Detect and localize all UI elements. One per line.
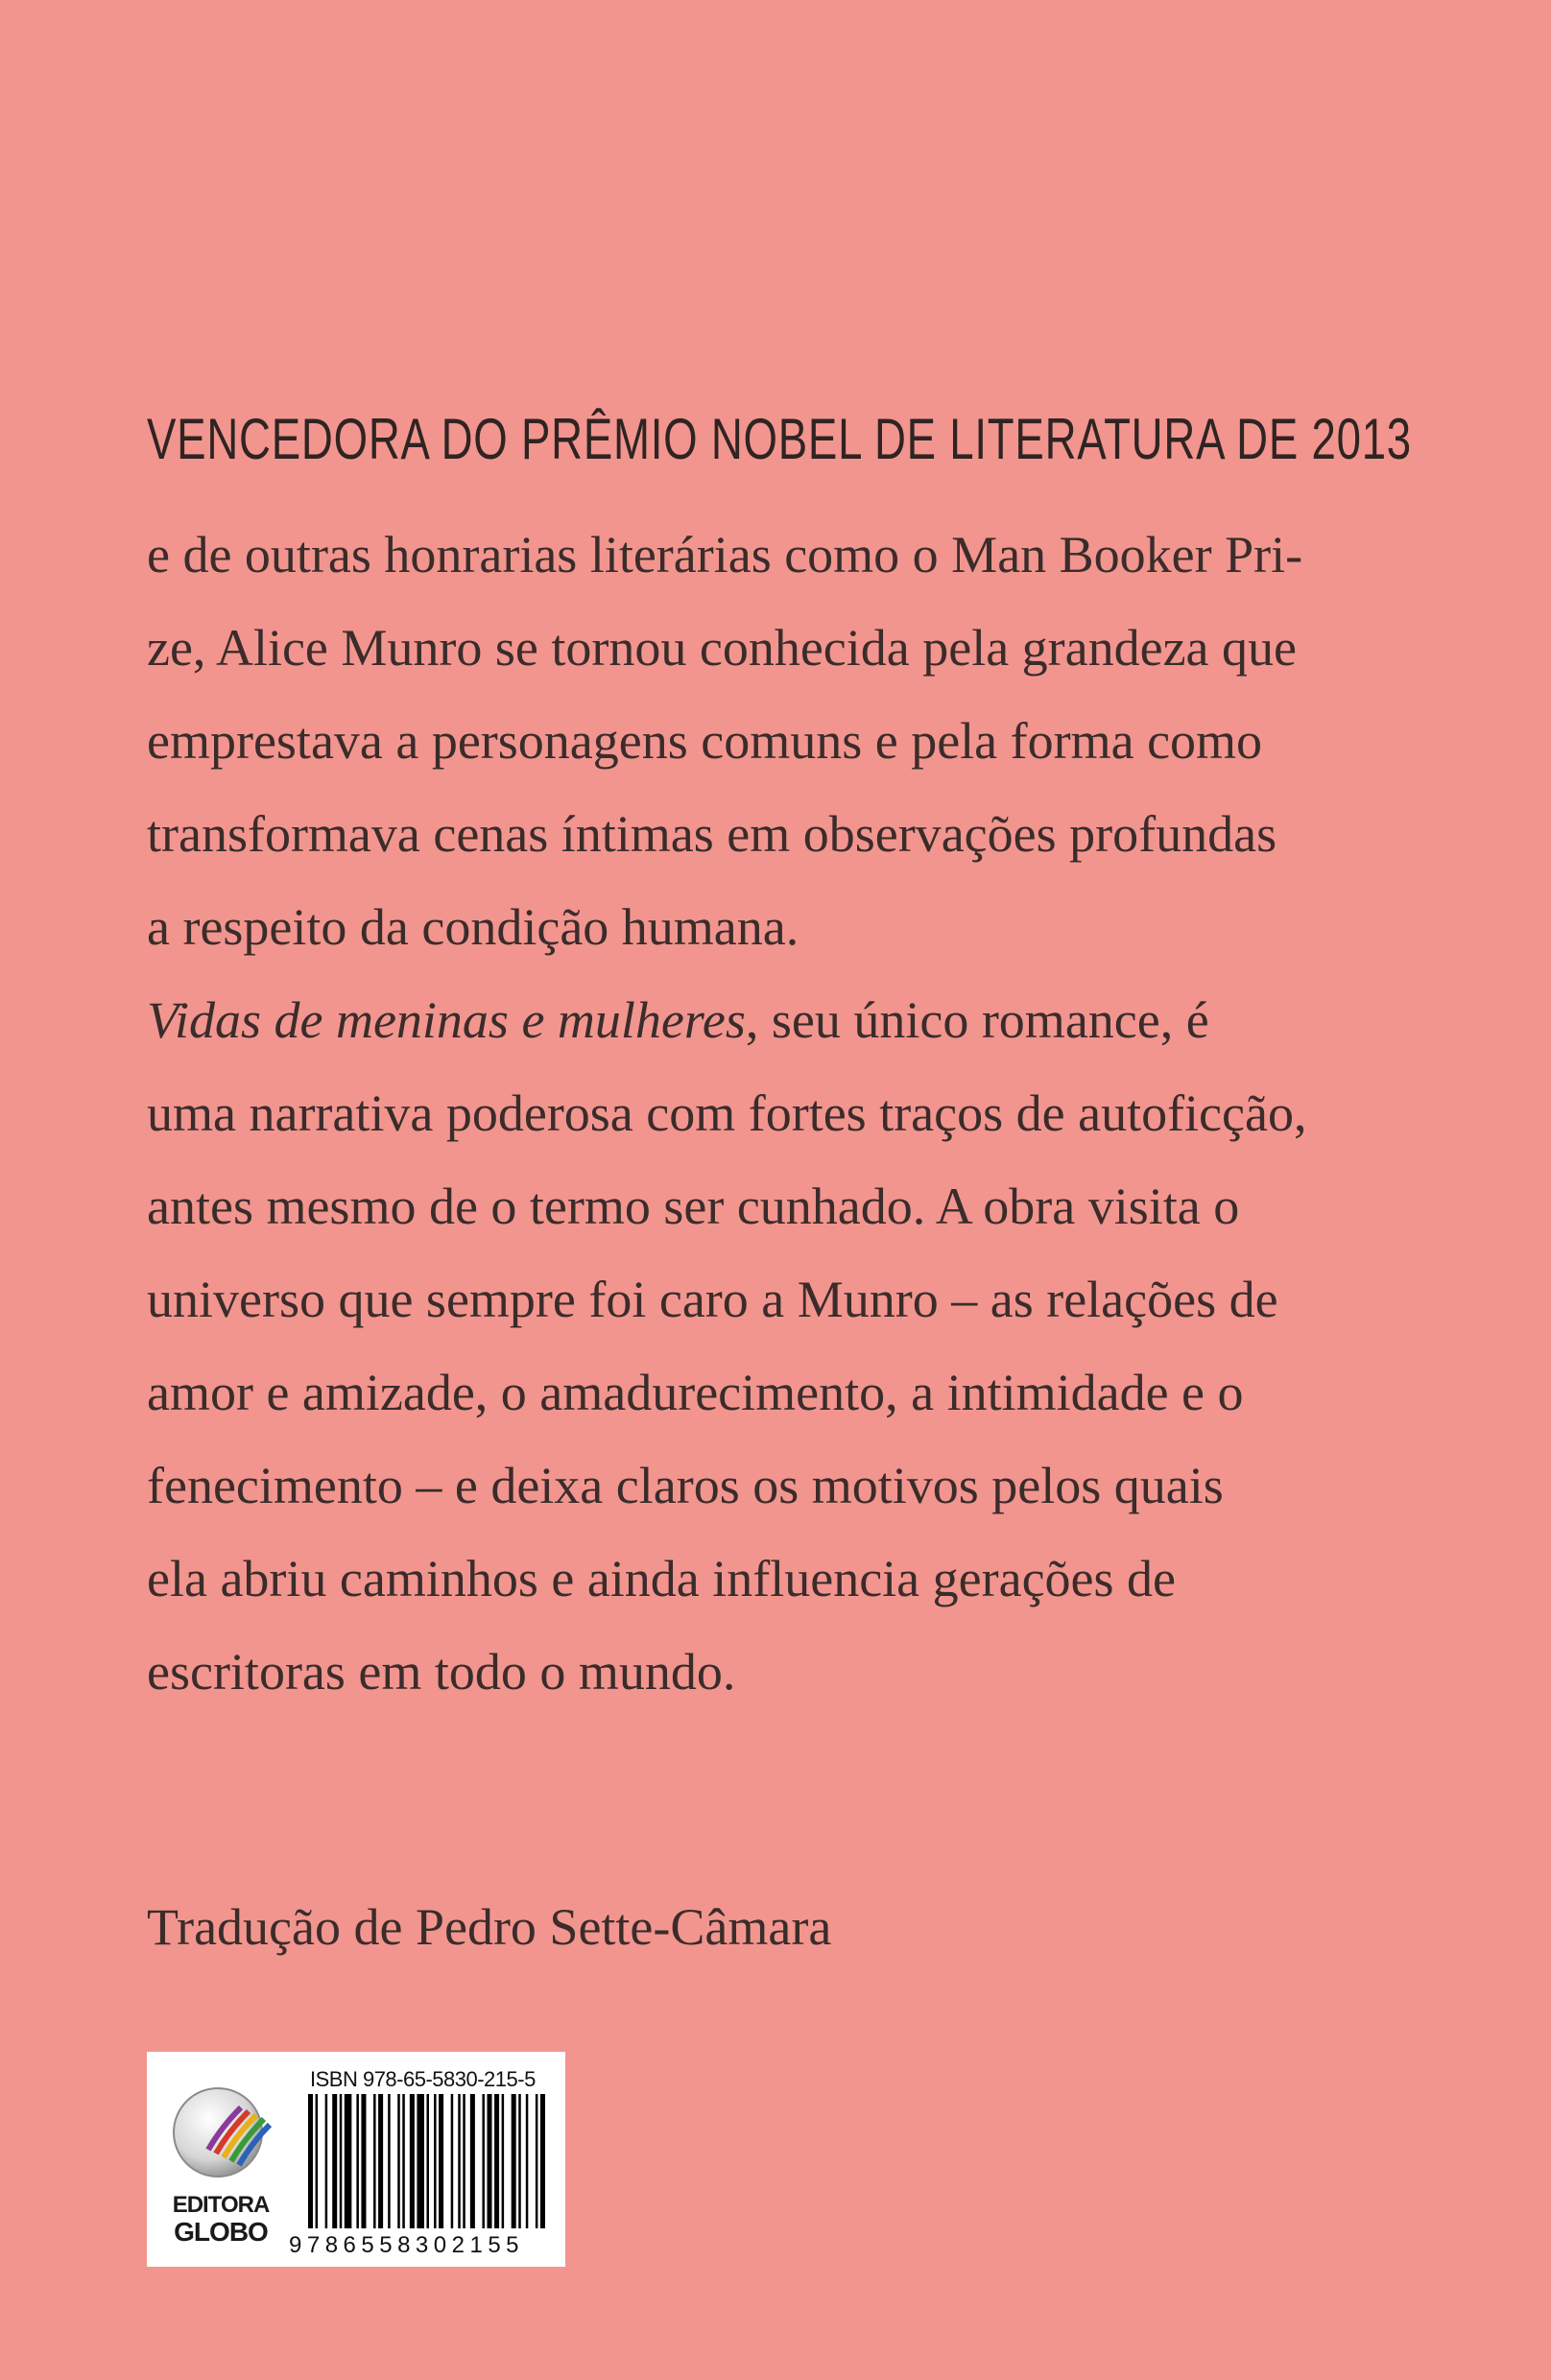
barcode-bar xyxy=(451,2094,454,2228)
barcode-bar xyxy=(373,2094,376,2228)
barcode-bar xyxy=(526,2094,529,2228)
barcode-bar xyxy=(402,2094,405,2228)
synopsis xyxy=(147,509,1414,1719)
barcode-bar xyxy=(308,2094,313,2228)
barcode-bar xyxy=(463,2094,465,2228)
barcode-panel xyxy=(147,2052,565,2267)
synopsis-line: universo que sempre foi caro a Munro – as relações de xyxy=(147,1271,1278,1328)
publisher-name-line2: GLOBO xyxy=(174,2217,268,2247)
synopsis-line: ela abriu caminhos e ainda influencia gerações de xyxy=(147,1550,1176,1607)
synopsis-line: amor e amizade, o amadurecimento, a intimidade e o xyxy=(147,1364,1244,1421)
synopsis-line: antes mesmo de o termo ser cunhado. A obra visita o xyxy=(147,1178,1240,1235)
barcode-bar xyxy=(417,2094,424,2228)
barcode-bar xyxy=(540,2094,545,2228)
globe-logo-icon xyxy=(168,2077,274,2190)
barcode-bar xyxy=(388,2094,391,2228)
publisher-logo xyxy=(168,2077,274,2249)
barcode-bar xyxy=(397,2094,400,2228)
barcode-bar xyxy=(536,2094,538,2228)
synopsis-line: transformava cenas íntimas em observações profundas xyxy=(147,805,1277,863)
barcode-bar xyxy=(332,2094,337,2228)
barcode-bar xyxy=(494,2094,499,2228)
isbn-label: ISBN 978-65-5830-215-5 xyxy=(310,2067,536,2091)
publisher-name-line1: EDITORA xyxy=(172,2192,270,2218)
synopsis-line-rest: , seu único romance, é xyxy=(745,991,1209,1049)
barcode-bar xyxy=(378,2094,383,2228)
barcode-bar xyxy=(361,2094,366,2228)
synopsis-line xyxy=(147,974,1414,1067)
translator-credit: Tradução de Pedro Sette-Câmara xyxy=(147,1898,832,1956)
barcode-bar xyxy=(458,2094,461,2228)
synopsis-line: escritoras em todo o mundo. xyxy=(147,1643,736,1701)
barcode-bar xyxy=(470,2094,475,2228)
synopsis-line: a respeito da condição humana. xyxy=(147,898,799,956)
synopsis-line: fenecimento – e deixa claros os motivos pelos quais xyxy=(147,1457,1224,1514)
barcode-bar xyxy=(518,2094,521,2228)
barcode-bar xyxy=(316,2094,319,2228)
barcode-bar xyxy=(345,2094,352,2228)
ean-digits: 9786558302155 xyxy=(289,2232,525,2258)
barcode-bar xyxy=(482,2094,485,2228)
synopsis-line: uma narrativa poderosa com fortes traços de autoficção, xyxy=(147,1084,1307,1142)
barcode-bar xyxy=(410,2094,415,2228)
synopsis-line: emprestava a personagens comuns e pela forma como xyxy=(147,712,1263,770)
barcode-bar xyxy=(439,2094,443,2228)
barcode-bar xyxy=(325,2094,328,2228)
barcode-bar xyxy=(356,2094,359,2228)
book-title-italic: Vidas de meninas e mulheres xyxy=(147,991,746,1049)
award-headline: VENCEDORA DO PRÊMIO NOBEL DE LITERATURA DE 2013 xyxy=(147,407,1412,471)
barcode-bar xyxy=(426,2094,429,2228)
barcode-bar xyxy=(512,2094,516,2228)
synopsis-line: e de outras honrarias literárias como o Man Booker Pri- xyxy=(147,526,1303,583)
barcode-bars xyxy=(308,2094,550,2228)
barcode-bar xyxy=(502,2094,505,2228)
barcode-bar xyxy=(487,2094,491,2228)
barcode-bar xyxy=(340,2094,343,2228)
barcode-bar xyxy=(434,2094,437,2228)
synopsis-line: ze, Alice Munro se tornou conhecida pela grandeza que xyxy=(147,619,1297,677)
